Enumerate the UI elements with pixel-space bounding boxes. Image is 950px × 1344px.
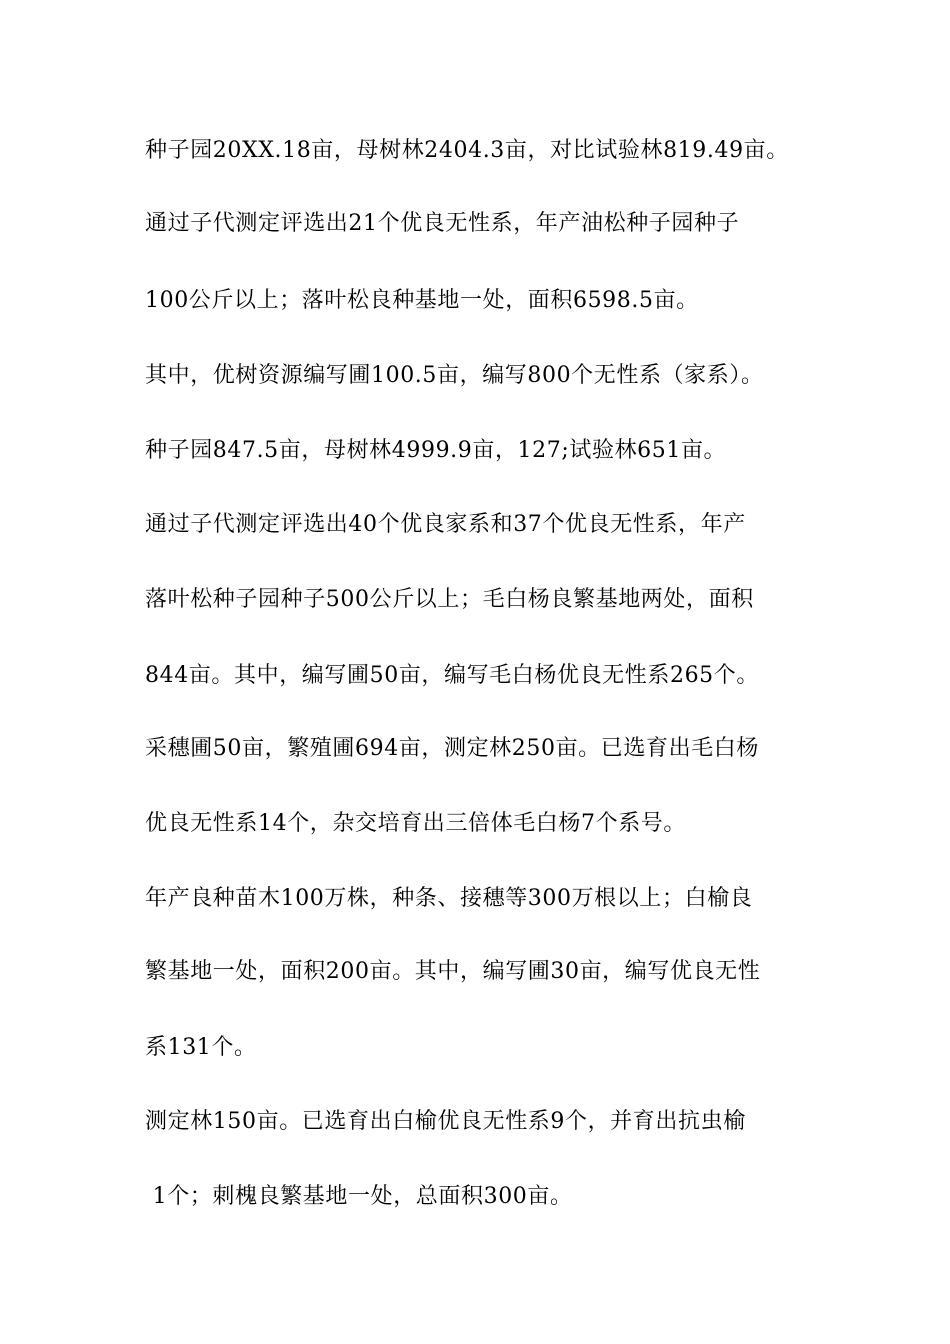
text-line: 其中，优树资源编写圃100.5亩，编写800个无性系（家系）。 xyxy=(145,363,764,388)
text-line: 繁基地一处，面积200亩。其中，编写圃30亩，编写优良无性 xyxy=(145,959,761,984)
text-line: 844亩。其中，编写圃50亩，编写毛白杨优良无性系265个。 xyxy=(145,663,759,688)
text-line: 100公斤以上；落叶松良种基地一处，面积6598.5亩。 xyxy=(145,288,699,313)
text-line: 通过子代测定评选出40个优良家系和37个优良无性系，年产 xyxy=(145,512,746,537)
text-line: 年产良种苗木100万株，种条、接穗等300万根以上；白榆良 xyxy=(145,886,753,911)
text-line: 优良无性系14个，杂交培育出三倍体毛白杨7个系号。 xyxy=(145,811,686,836)
text-line: 落叶松种子园种子500公斤以上；毛白杨良繁基地两处，面积 xyxy=(145,587,754,612)
text-line: 1个；刺槐良繁基地一处，总面积300亩。 xyxy=(145,1184,573,1209)
text-line: 种子园847.5亩，母树林4999.9亩，127;试验林651亩。 xyxy=(145,438,727,463)
text-line: 测定林150亩。已选育出白榆优良无性系9个，并育出抗虫榆 xyxy=(145,1109,746,1134)
text-line: 采穗圃50亩，繁殖圃694亩，测定林250亩。已选育出毛白杨 xyxy=(145,736,759,761)
text-line: 系131个。 xyxy=(145,1035,257,1060)
text-line: 通过子代测定评选出21个优良无性系，年产油松种子园种子 xyxy=(145,211,740,236)
text-line: 种子园20XX.18亩，母树林2404.3亩，对比试验林819.49亩。 xyxy=(145,138,789,163)
